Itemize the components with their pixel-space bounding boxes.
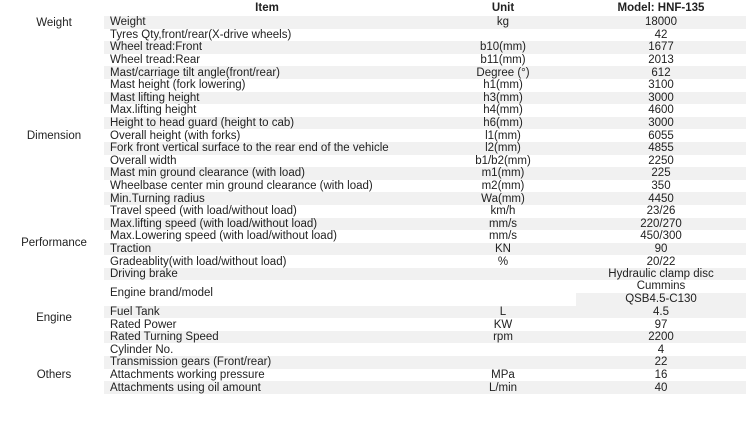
header-category <box>4 0 104 16</box>
table-row <box>4 230 746 243</box>
row-item: Cylinder No. <box>110 343 174 356</box>
table-row <box>4 218 746 231</box>
row-unit: Wa(mm) <box>430 192 576 205</box>
row-value: 612 <box>576 66 746 79</box>
row-unit: b11(mm) <box>480 54 526 67</box>
row-value: 40 <box>576 381 746 394</box>
row-item: Travel speed (with load/without load) <box>110 205 297 218</box>
row-value: 18000 <box>576 16 746 29</box>
table-row <box>4 356 746 369</box>
table-row <box>4 41 746 54</box>
row-value <box>576 280 746 305</box>
row-value: 42 <box>654 28 668 41</box>
row-unit: l2(mm) <box>430 142 576 155</box>
header-unit: Unit <box>491 2 515 14</box>
spec-table <box>4 0 746 394</box>
group-engine: Engine <box>4 280 104 356</box>
row-item: Max.Lowering speed (with load/without load) <box>110 230 337 243</box>
table-row <box>4 268 746 281</box>
row-value: 4 <box>657 343 665 356</box>
row-item: Overall width <box>110 154 177 167</box>
table-row <box>4 129 746 142</box>
row-value: 4450 <box>576 192 746 205</box>
row-value: 3000 <box>576 117 746 130</box>
row-unit: % <box>497 255 509 268</box>
table-row <box>4 54 746 67</box>
group-others: Others <box>4 356 104 394</box>
row-value: 220/270 <box>576 218 746 231</box>
row-unit: Degree (°) <box>430 66 576 79</box>
row-value: 225 <box>576 167 746 180</box>
table-row <box>4 331 746 344</box>
row-item: Fuel Tank <box>104 306 430 319</box>
row-unit <box>430 356 576 369</box>
row-item: Wheel tread:Front <box>104 41 430 54</box>
row-item: Mast lifting height <box>104 92 430 105</box>
table-row <box>4 280 746 305</box>
row-unit: KN <box>430 243 576 256</box>
row-item: Rated Turning Speed <box>104 331 430 344</box>
table-row <box>4 306 746 319</box>
row-item: Transmission gears (Front/rear) <box>104 356 430 369</box>
row-unit <box>430 29 576 42</box>
table-row <box>4 180 746 193</box>
row-unit: h4(mm) <box>483 104 523 117</box>
row-unit: mm/s <box>488 230 518 243</box>
row-value: 97 <box>654 318 668 331</box>
table-row <box>4 104 746 117</box>
row-value: 2013 <box>648 54 674 67</box>
row-item: Mast height (fork lowering) <box>110 79 246 92</box>
table-row <box>4 192 746 205</box>
header-model: Model: HNF-135 <box>617 2 705 14</box>
row-value: 3000 <box>576 92 746 105</box>
row-unit: KW <box>493 318 513 331</box>
row-item: Traction <box>104 243 430 256</box>
row-value: 450/300 <box>640 230 682 243</box>
row-item: Mast/carriage tilt angle(front/rear) <box>104 66 430 79</box>
row-item: Gradeablity(with load/without load) <box>110 255 287 268</box>
row-item: Attachments using oil amount <box>104 381 430 394</box>
group-performance: Performance <box>4 205 104 281</box>
row-value: 4855 <box>576 142 746 155</box>
row-value: 22 <box>576 356 746 369</box>
row-item: Mast min ground clearance (with load) <box>104 167 430 180</box>
table-row <box>4 66 746 79</box>
row-item: Engine brand/model <box>110 287 213 300</box>
table-row <box>4 243 746 256</box>
row-item: Attachments working pressure <box>110 368 265 381</box>
row-unit: l1(mm) <box>485 129 521 142</box>
table-row <box>4 381 746 394</box>
engine-brand: Cummins <box>636 280 686 293</box>
row-item: Max.lifting height <box>110 104 197 117</box>
engine-model: QSB4.5-C130 <box>576 293 746 306</box>
row-value: 1677 <box>576 41 746 54</box>
row-unit: L <box>430 306 576 319</box>
row-unit <box>430 268 576 281</box>
spec-body <box>4 16 746 394</box>
row-unit: h6(mm) <box>430 117 576 130</box>
row-value: 2200 <box>576 331 746 344</box>
row-item: Driving brake <box>104 268 430 281</box>
table-row <box>4 369 746 382</box>
row-value: 16 <box>654 368 668 381</box>
group-weight: Weight <box>4 16 104 66</box>
table-row <box>4 167 746 180</box>
row-item: Wheelbase center min ground clearance (with load) <box>110 180 373 193</box>
row-value: 3100 <box>648 79 674 92</box>
row-value: 23/26 <box>646 205 676 218</box>
row-item: Tyres Qty,front/rear(X-drive wheels) <box>110 28 292 41</box>
table-row <box>4 343 746 356</box>
header-row <box>4 0 746 16</box>
row-unit: b10(mm) <box>430 41 576 54</box>
row-unit <box>430 343 576 356</box>
row-value: 90 <box>576 243 746 256</box>
group-dimension: Dimension <box>4 66 104 205</box>
row-value: 350 <box>651 180 671 193</box>
row-value: Hydraulic clamp disc <box>576 268 746 281</box>
header-item: Item <box>255 2 279 14</box>
row-item: Weight <box>104 16 430 29</box>
table-row <box>4 117 746 130</box>
row-unit <box>430 280 576 305</box>
table-row <box>4 155 746 168</box>
row-unit: m2(mm) <box>481 180 525 193</box>
row-unit: rpm <box>430 331 576 344</box>
row-value: 4.5 <box>576 306 746 319</box>
table-row <box>4 142 746 155</box>
row-value: 2250 <box>648 154 674 167</box>
row-unit: km/h <box>490 205 516 218</box>
row-unit: h3(mm) <box>430 92 576 105</box>
row-unit: MPa <box>491 368 515 381</box>
row-unit: m1(mm) <box>430 167 576 180</box>
row-unit: mm/s <box>430 218 576 231</box>
table-row <box>4 255 746 268</box>
row-item: Max.lifting speed (with load/without load) <box>104 218 430 231</box>
table-row <box>4 92 746 105</box>
row-unit: kg <box>430 16 576 29</box>
row-unit: L/min <box>430 381 576 394</box>
row-item: Rated Power <box>110 318 177 331</box>
table-row <box>4 318 746 331</box>
row-item: Height to head guard (height to cab) <box>104 117 430 130</box>
table-row <box>4 79 746 92</box>
table-row <box>4 16 746 29</box>
row-unit: b1/b2(mm) <box>475 154 531 167</box>
row-value: 6055 <box>648 129 674 142</box>
row-value: 4600 <box>648 104 674 117</box>
row-unit: h1(mm) <box>483 79 523 92</box>
row-item: Overall height (with forks) <box>110 129 241 142</box>
row-item: Min.Turning radius <box>104 192 430 205</box>
table-row <box>4 29 746 42</box>
table-row <box>4 205 746 218</box>
row-item: Fork front vertical surface to the rear end of the vehicle <box>104 142 430 155</box>
row-item: Wheel tread:Rear <box>110 54 201 67</box>
row-value: 20/22 <box>646 255 676 268</box>
